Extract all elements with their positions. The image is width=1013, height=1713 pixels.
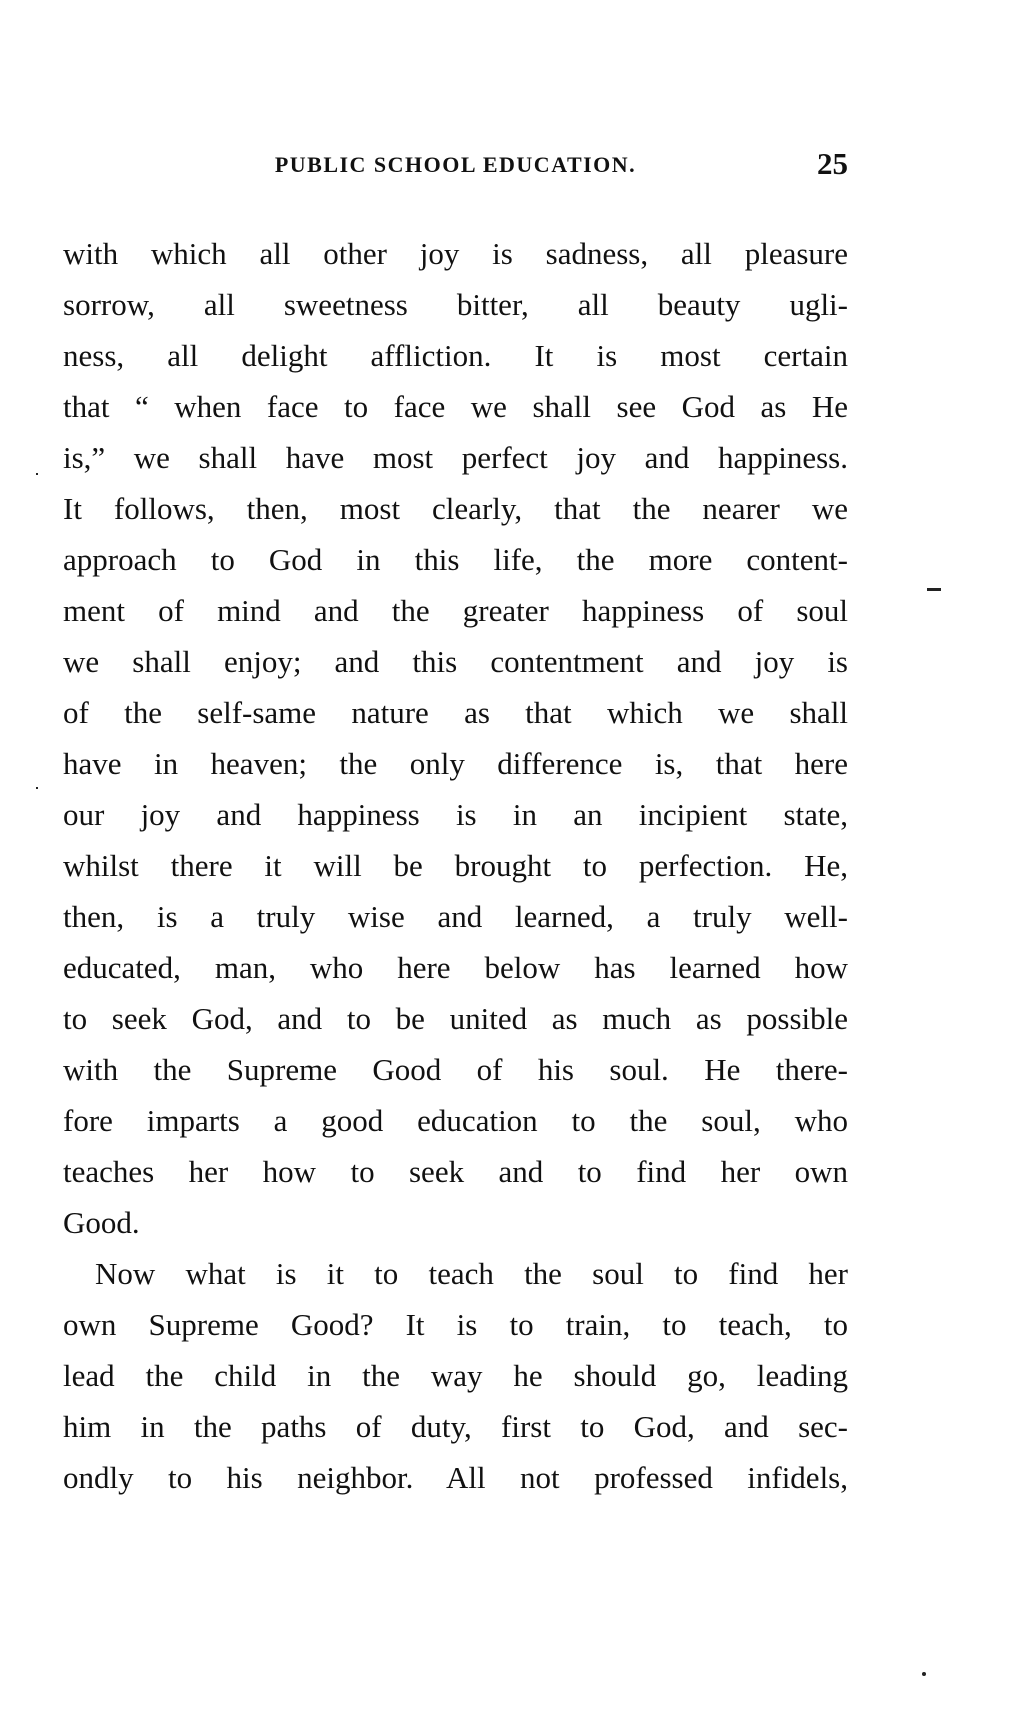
body-text (63, 228, 848, 1503)
text-line: Now what is it to teach the soul to find her (95, 1256, 848, 1291)
page-number: 25 (817, 146, 848, 181)
page-header (63, 146, 848, 186)
scan-speck (36, 473, 38, 475)
text-line: lead the child in the way he should go, leading (63, 1358, 848, 1393)
text-line: teaches her how to seek and to find her own (63, 1154, 848, 1189)
text-line: is,” we shall have most perfect joy and happiness. (63, 440, 848, 475)
text-line: approach to God in this life, the more content- (63, 542, 848, 577)
text-line: with the Supreme Good of his soul. He there- (63, 1052, 848, 1087)
text-line: whilst there it will be brought to perfection. He, (63, 848, 848, 883)
paragraph-2 (63, 1248, 848, 1503)
text-line: It follows, then, most clearly, that the nearer we (63, 491, 848, 526)
text-line: him in the paths of duty, first to God, and sec- (63, 1409, 848, 1444)
text-line: to seek God, and to be united as much as possible (63, 1001, 848, 1036)
text-line: then, is a truly wise and learned, a truly well- (63, 899, 848, 934)
text-line: ment of mind and the greater happiness of soul (63, 593, 848, 628)
text-line: with which all other joy is sadness, all pleasure (63, 236, 848, 271)
text-line: of the self-same nature as that which we shall (63, 695, 848, 730)
text-line: have in heaven; the only difference is, that here (63, 746, 848, 781)
text-line: ondly to his neighbor. All not professed infidels, (63, 1460, 848, 1495)
text-line: fore imparts a good education to the soul, who (63, 1103, 848, 1138)
text-line: own Supreme Good? It is to train, to teach, to (63, 1307, 848, 1342)
text-line: that “ when face to face we shall see God as He (63, 389, 848, 424)
text-line: ness, all delight affliction. It is most certain (63, 338, 848, 373)
text-line: sorrow, all sweetness bitter, all beauty ugli- (63, 287, 848, 322)
text-line: Good. (63, 1205, 140, 1240)
scan-speck (922, 1672, 926, 1676)
text-line: our joy and happiness is in an incipient state, (63, 797, 848, 832)
paragraph-1 (63, 228, 848, 1248)
scan-speck (36, 787, 38, 789)
running-title: PUBLIC SCHOOL EDUCATION. (274, 152, 637, 177)
text-line: we shall enjoy; and this contentment and joy is (63, 644, 848, 679)
scan-speck (927, 588, 941, 591)
text-line: educated, man, who here below has learned how (63, 950, 848, 985)
